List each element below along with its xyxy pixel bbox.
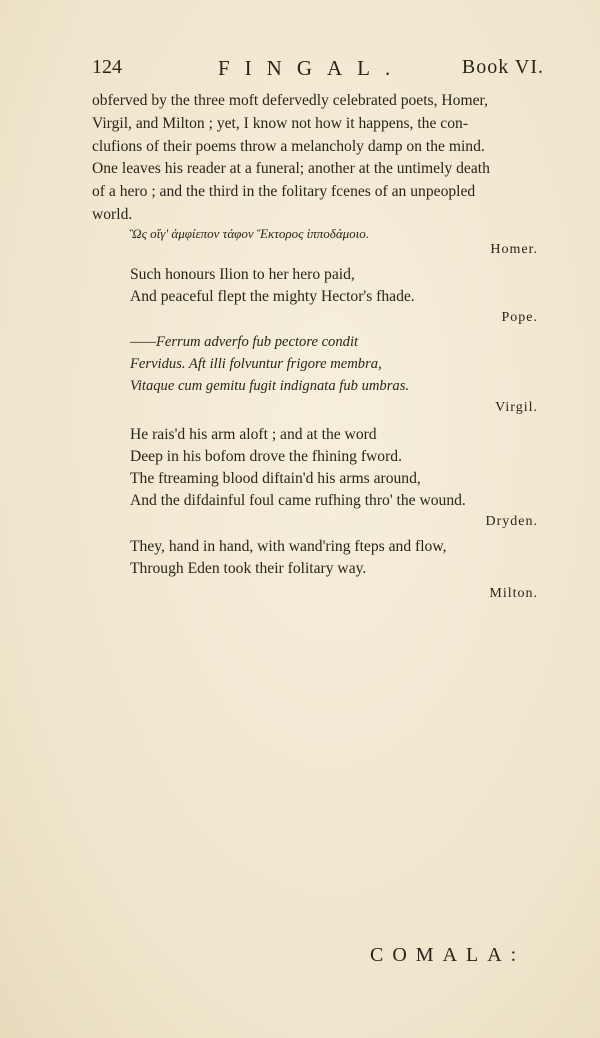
verse-line: Such honours Ilion to her hero paid, [130,266,355,283]
latin-verse-line: ——Ferrum adverfo fub pectore condit [130,334,359,350]
latin-verse-line: Fervidus. Aft illi folvuntur frigore membra, [130,356,382,372]
verse-line: He rais'd his arm aloft ; and at the word [130,426,377,443]
verse-line: The ftreaming blood diftain'd his arms around, [130,470,421,487]
prose-paragraph [92,90,544,227]
attribution-dryden: Dryden. [485,514,538,529]
attribution-homer: Homer. [490,242,538,257]
running-title: FINGAL. [218,56,406,80]
book-indicator: Book VI. [461,56,544,78]
verse-line: They, hand in hand, with wand'ring fteps and flow, [130,538,447,555]
attribution-pope: Pope. [501,310,538,325]
prose-line: One leaves his reader at a funeral; another at the untimely death [92,160,490,178]
verse-line: Deep in his bofom drove the fhining fword. [130,448,402,465]
catchword: COMALA: [370,944,526,966]
verse-line: And the difdainful foul came rufhing thro' the wound. [130,492,466,509]
prose-line: Virgil, and Milton ; yet, I know not how it happens, the con- [92,114,469,132]
greek-quotation: Ὣς οἵγ' ἀμφίεπον τάφον Ἕκτορος ἱπποδάμοιο. [129,226,370,241]
verse-line: And peaceful flept the mighty Hector's fhade. [130,288,415,305]
attribution-virgil: Virgil. [495,400,538,415]
running-header [92,56,544,86]
verse-line: Through Eden took their folitary way. [130,560,367,577]
latin-verse-line: Vitaque cum gemitu fugit indignata fub umbras. [130,378,410,394]
prose-line: clufions of their poems throw a melancholy damp on the mind. [92,137,485,155]
page-body [92,90,544,601]
prose-line: world. [92,205,133,223]
prose-line: obferved by the three moft defervedly celebrated poets, Homer, [92,92,488,109]
page-number: 124 [92,56,122,78]
attribution-milton: Milton. [489,586,538,601]
prose-line: of a hero ; and the third in the folitary fcenes of an unpeopled [92,183,476,201]
